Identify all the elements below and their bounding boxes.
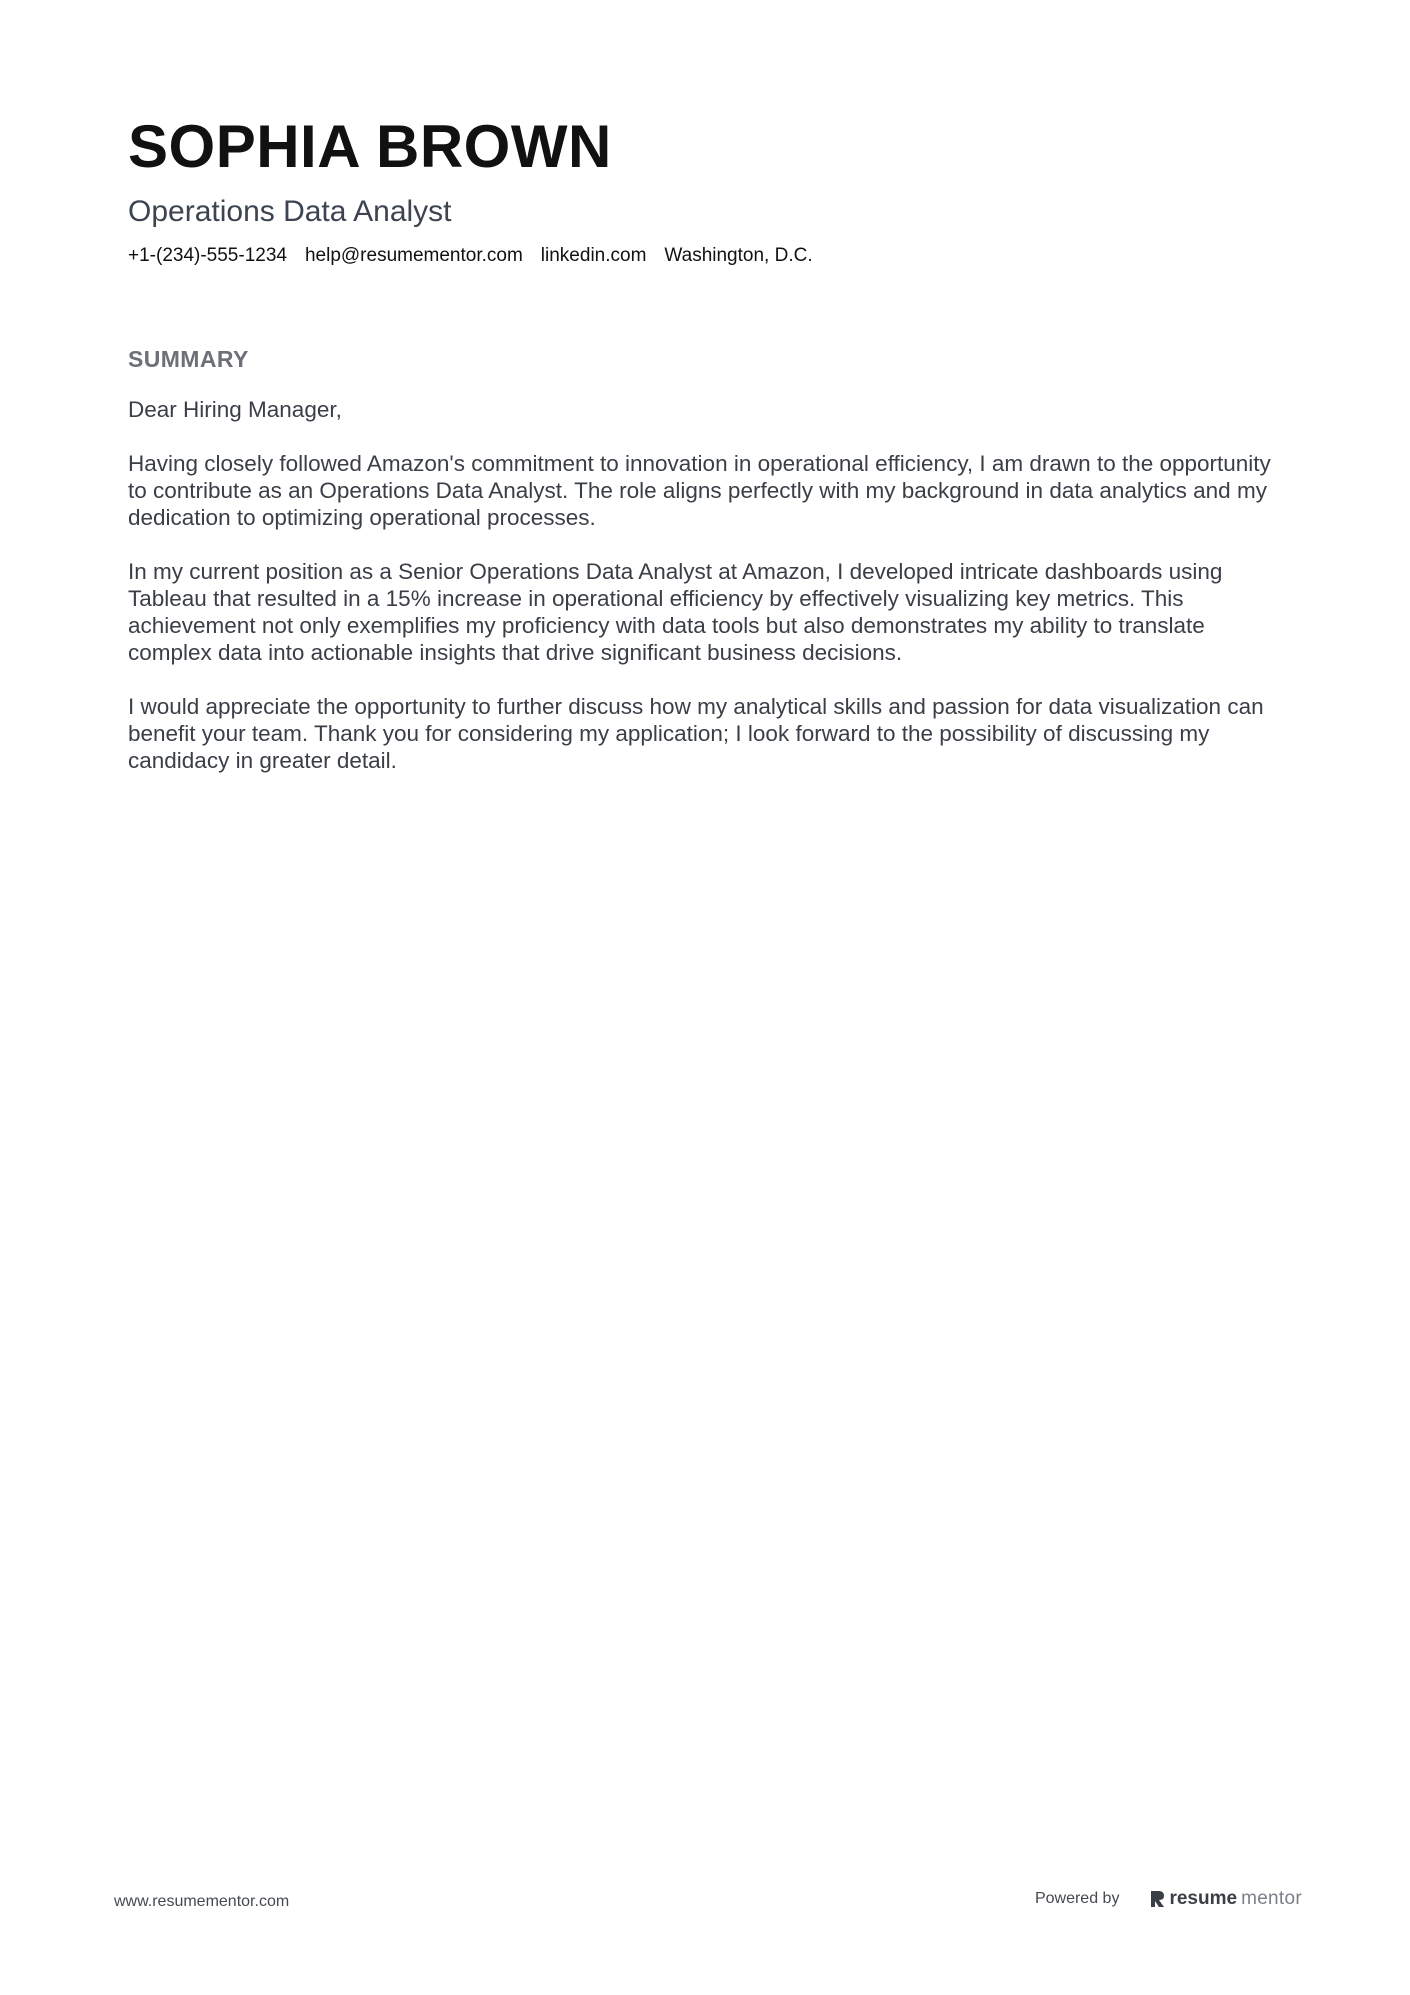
contact-phone: +1-(234)-555-1234 — [128, 245, 287, 266]
section-title-summary: SUMMARY — [128, 346, 249, 372]
contact-email[interactable]: help@resumementor.com — [304, 245, 523, 266]
paragraph-experience: In my current position as a Senior Operations Data Analyst at Amazon, I developed intricate dashboards using Tableau that resulted in a 15% increase in operational efficiency by effectively visualizing key metrics. This achievement not only exemplifies my proficiency with data tools but also demonstrates my ability to translate complex data into actionable insights that drive significant business decisions. — [128, 559, 1223, 665]
brand-name-bold: resume — [1169, 1888, 1238, 1909]
contact-linkedin[interactable]: linkedin.com — [540, 245, 647, 266]
footer-branding — [1035, 1888, 1302, 1910]
summary-section — [128, 344, 1288, 801]
header — [128, 112, 1278, 268]
candidate-name: SOPHIA BROWN — [128, 113, 612, 180]
contact-location: Washington, D.C. — [664, 245, 813, 266]
powered-by-label: Powered by — [1034, 1890, 1120, 1907]
salutation: Dear Hiring Manager, — [128, 397, 342, 422]
contact-line — [128, 244, 1278, 268]
resumementor-logo-icon — [1149, 1889, 1165, 1909]
job-title: Operations Data Analyst — [128, 195, 452, 228]
brand-name-light: mentor — [1241, 1888, 1302, 1909]
paragraph-closing: I would appreciate the opportunity to further discuss how my analytical skills and passion for data visualization can benefit your team. Thank you for considering my application; I look forward to the possibility of discussing my candidacy in greater detail. — [128, 694, 1264, 773]
paragraph-intro: Having closely followed Amazon's commitment to innovation in operational efficiency, I am drawn to the opportunity to contribute as an Operations Data Analyst. The role aligns perfectly with my background in data analytics and my dedication to optimizing operational processes. — [128, 451, 1271, 530]
brand-logo[interactable] — [1149, 1888, 1302, 1910]
footer-website[interactable]: www.resumementor.com — [114, 1893, 290, 1910]
